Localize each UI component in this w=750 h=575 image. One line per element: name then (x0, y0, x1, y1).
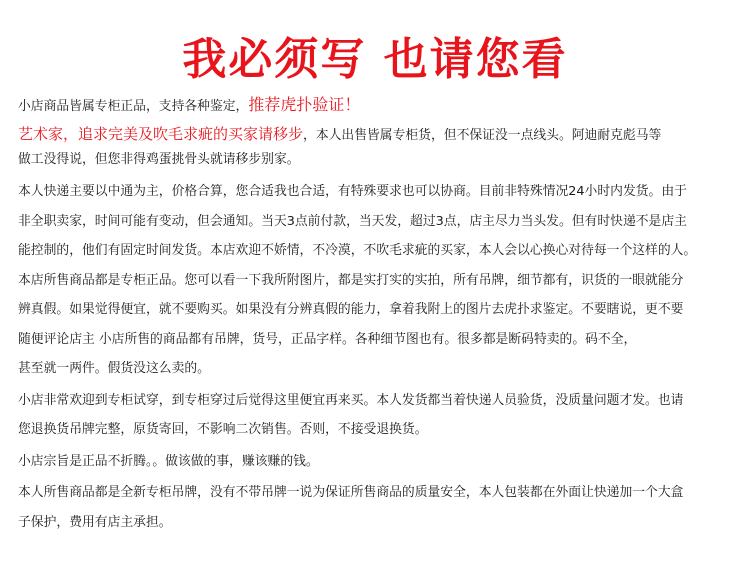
notice-highlight: 艺术家，追求完美及吹毛求疵的买家请移步 (18, 124, 304, 143)
notice-text: 本人所售商品都是全新专柜吊牌，没有不带吊牌一说为保证所售商品的质量安全，本人包装都在外面让快递加一个大盒 (18, 485, 684, 500)
notice-line (18, 240, 732, 263)
notice-line (18, 482, 732, 505)
notice-body (18, 92, 732, 534)
notice-line (18, 149, 732, 172)
notice-text: 小店宗旨是正品不折腾。。做该做的事，赚该赚的钱。 (18, 453, 319, 469)
notice-text: 小店非常欢迎到专柜试穿，到专柜穿过后觉得这里便宜再来买。本人发货都当着快递人员验货，没质量问题才发。也请 (18, 392, 684, 408)
notice-line (18, 329, 732, 352)
notice-text: 本人快递主要以中通为主，价格合算，您合适我也合适，有特殊要求也可以协商。目前非特殊情况24小时内发货。由于 (18, 184, 687, 199)
notice-line (18, 451, 732, 474)
notice-line (18, 121, 732, 149)
notice-line (18, 94, 732, 119)
notice-text: 随便评论店主 小店所售的商品都有吊牌，货号，正品字样。各种细节图也有。很多都是断码特卖的。码不全， (18, 331, 637, 347)
notice-line (18, 390, 732, 413)
notice-text: 您退换货吊牌完整，原货寄回，不影响二次销售。否则，不接受退换货。 (18, 422, 428, 437)
notice-text: 本店所售商品都是专柜正品。您可以看一下我所附图片，都是实打实的实拍，所有吊牌，细节都有，识货的一眼就能分 (18, 272, 684, 288)
notice-text: 能控制的，他们有固定时间发货。本店欢迎不娇情，不冷漠，不吹毛求疵的买家，本人会以心换心对待每一个这样的人。 (18, 243, 697, 258)
notice-line (18, 211, 732, 234)
notice-line (18, 299, 732, 322)
notice-text: 子保护，费用有店主承担。 (18, 514, 172, 530)
notice-text: 非全职卖家，时间可能有变动，但会通知。当天3点前付款，当天发，超过3点，店主尽力当头发。但有时快递不是店主 (18, 213, 687, 229)
notice-highlight: 推荐虎扑验证！ (248, 95, 361, 114)
notice-line (18, 419, 732, 442)
notice-line (18, 181, 732, 204)
notice-text: ，本人出售皆属专柜货，但不保证没一点线头。阿迪耐克彪马等 (303, 127, 662, 143)
notice-text: 小店商品皆属专柜正品，支持各种鉴定， (18, 99, 249, 114)
notice-line (18, 270, 732, 293)
notice-text: 辨真假。如果觉得便宜，就不要购买。如果没有分辨真假的能力，拿着我附上的图片去虎扑求鉴定。不要瞎说，更不要 (18, 302, 684, 317)
page-title: 我必须写 也请您看 (182, 34, 568, 85)
notice-text: 甚至就一两件。假货没这么卖的。 (18, 361, 210, 376)
notice-text: 做工没得说，但您非得鸡蛋挑骨头就请移步别家。 (18, 151, 300, 167)
notice-line (18, 358, 732, 381)
notice-line (18, 512, 732, 535)
